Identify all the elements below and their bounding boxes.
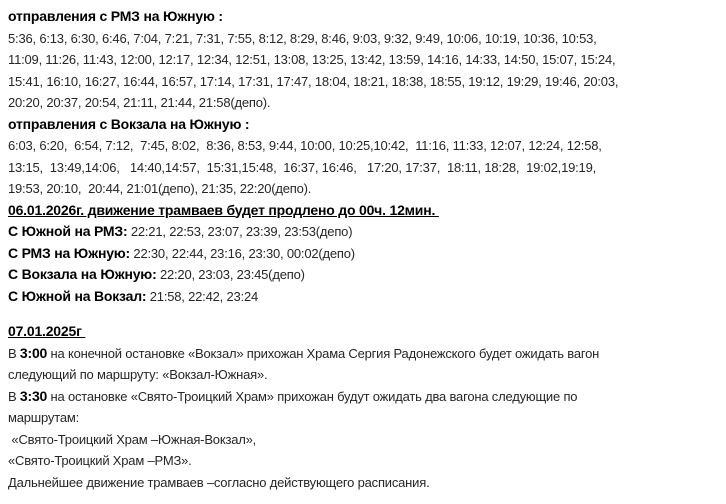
jan7-para1-prefix: В: [8, 345, 20, 361]
rmz-times-line-4: 20:20, 20:37, 20:54, 21:11, 21:44, 21:58(депо).: [8, 95, 271, 110]
jan7-para1-text: на конечной остановке «Вокзал» прихожан Храма Сергия Радонежского будет ожидать вагон: [47, 345, 600, 361]
vokzal-section-heading: отправления с Вокзала на Южную :: [8, 115, 250, 132]
section-gap: [8, 307, 722, 321]
jan7-heading-row: [8, 321, 722, 343]
jan7-para2-prefix: В: [8, 388, 20, 404]
extended-route-vokzal-yuzhnaya: [8, 264, 722, 286]
jan7-para2-time: 3:30: [19, 387, 48, 404]
jan7-para2-line1: [8, 386, 722, 408]
vokzal-times-line-2: 13:15, 13:49,14:06, 14:40,14:57, 15:31,15:48, 16:37, 16:46, 17:20, 17:37, 18:11, 18:28, 19:02,19:19,: [8, 159, 597, 175]
rmz-times-line-2: 11:09, 11:26, 11:43, 12:00, 12:17, 12:34, 12:51, 13:08, 13:25, 13:42, 13:59, 14:16, 14:33, 14:50, 15:07, 15:24,: [8, 52, 616, 67]
extended-route-label: С Южной на Вокзал:: [8, 287, 147, 304]
extended-route-times: 22:30, 22:44, 23:16, 23:30, 00:02(депо): [130, 245, 355, 261]
extended-service-heading: 06.01.2026г. движение трамваев будет продлено до 00ч. 12мин.: [8, 201, 439, 218]
vokzal-times-line-1: 6:03, 6:20, 6:54, 7:12, 7:45, 8:02, 8:36, 8:53, 9:44, 10:00, 10:25,10:42, 11:16, 11:33, 12:07, 12:24, 12:58,: [8, 138, 602, 153]
extended-service-heading-row: [8, 200, 722, 222]
jan7-date-heading: 07.01.2025г: [8, 323, 86, 339]
jan7-para2-line2: маршрутам:: [8, 410, 79, 425]
jan7-para1-line1: [8, 343, 722, 365]
jan7-para2-text: на остановке «Свято-Троицкий Храм» прихожан будут ожидать два вагона следующие по: [47, 388, 578, 404]
jan7-footer-note: Дальнейшее движение трамваев –согласно действующего расписания.: [8, 474, 430, 490]
extended-route-label: С Вокзала на Южную:: [8, 266, 157, 282]
rmz-times-line-3: 15:41, 16:10, 16:27, 16:44, 16:57, 17:14, 17:31, 17:47, 18:04, 18:21, 18:38, 18:55, 19:12, 19:29, 19:46, 20:03,: [8, 73, 619, 89]
extended-route-times: 21:58, 22:42, 23:24: [146, 288, 259, 304]
extended-route-times: 22:20, 23:03, 23:45(депо): [156, 267, 305, 282]
rmz-section-heading: отправления с РМЗ на Южную :: [8, 8, 223, 24]
extended-route-label: С Южной на РМЗ:: [8, 223, 128, 239]
jan7-para1-line2: следующий по маршруту: «Вокзал-Южная».: [8, 367, 268, 382]
extended-route-times: 22:21, 22:53, 23:07, 23:39, 23:53(депо): [127, 224, 353, 239]
vokzal-times-line-3: 19:53, 20:10, 20:44, 21:01(депо), 21:35, 22:20(депо).: [8, 181, 312, 196]
jan7-route-line-1: «Свято-Троицкий Храм –Южная-Вокзал»,: [8, 431, 257, 447]
jan7-para1-time: 3:00: [19, 344, 48, 361]
extended-route-yuzhnaya-vokzal: [8, 286, 722, 308]
extended-route-rmz-yuzhnaya: [8, 243, 722, 265]
jan7-route-line-2: «Свято-Троицкий Храм –РМЗ».: [8, 453, 192, 468]
rmz-times-line-1: 5:36, 6:13, 6:30, 6:46, 7:04, 7:21, 7:31, 7:55, 8:12, 8:29, 8:46, 9:03, 9:32, 9:49, 10:06, 10:19, 10:36, 10:53,: [8, 30, 597, 46]
extended-route-yuzhnaya-rmz: [8, 221, 722, 243]
extended-route-label: С РМЗ на Южную:: [8, 244, 131, 261]
